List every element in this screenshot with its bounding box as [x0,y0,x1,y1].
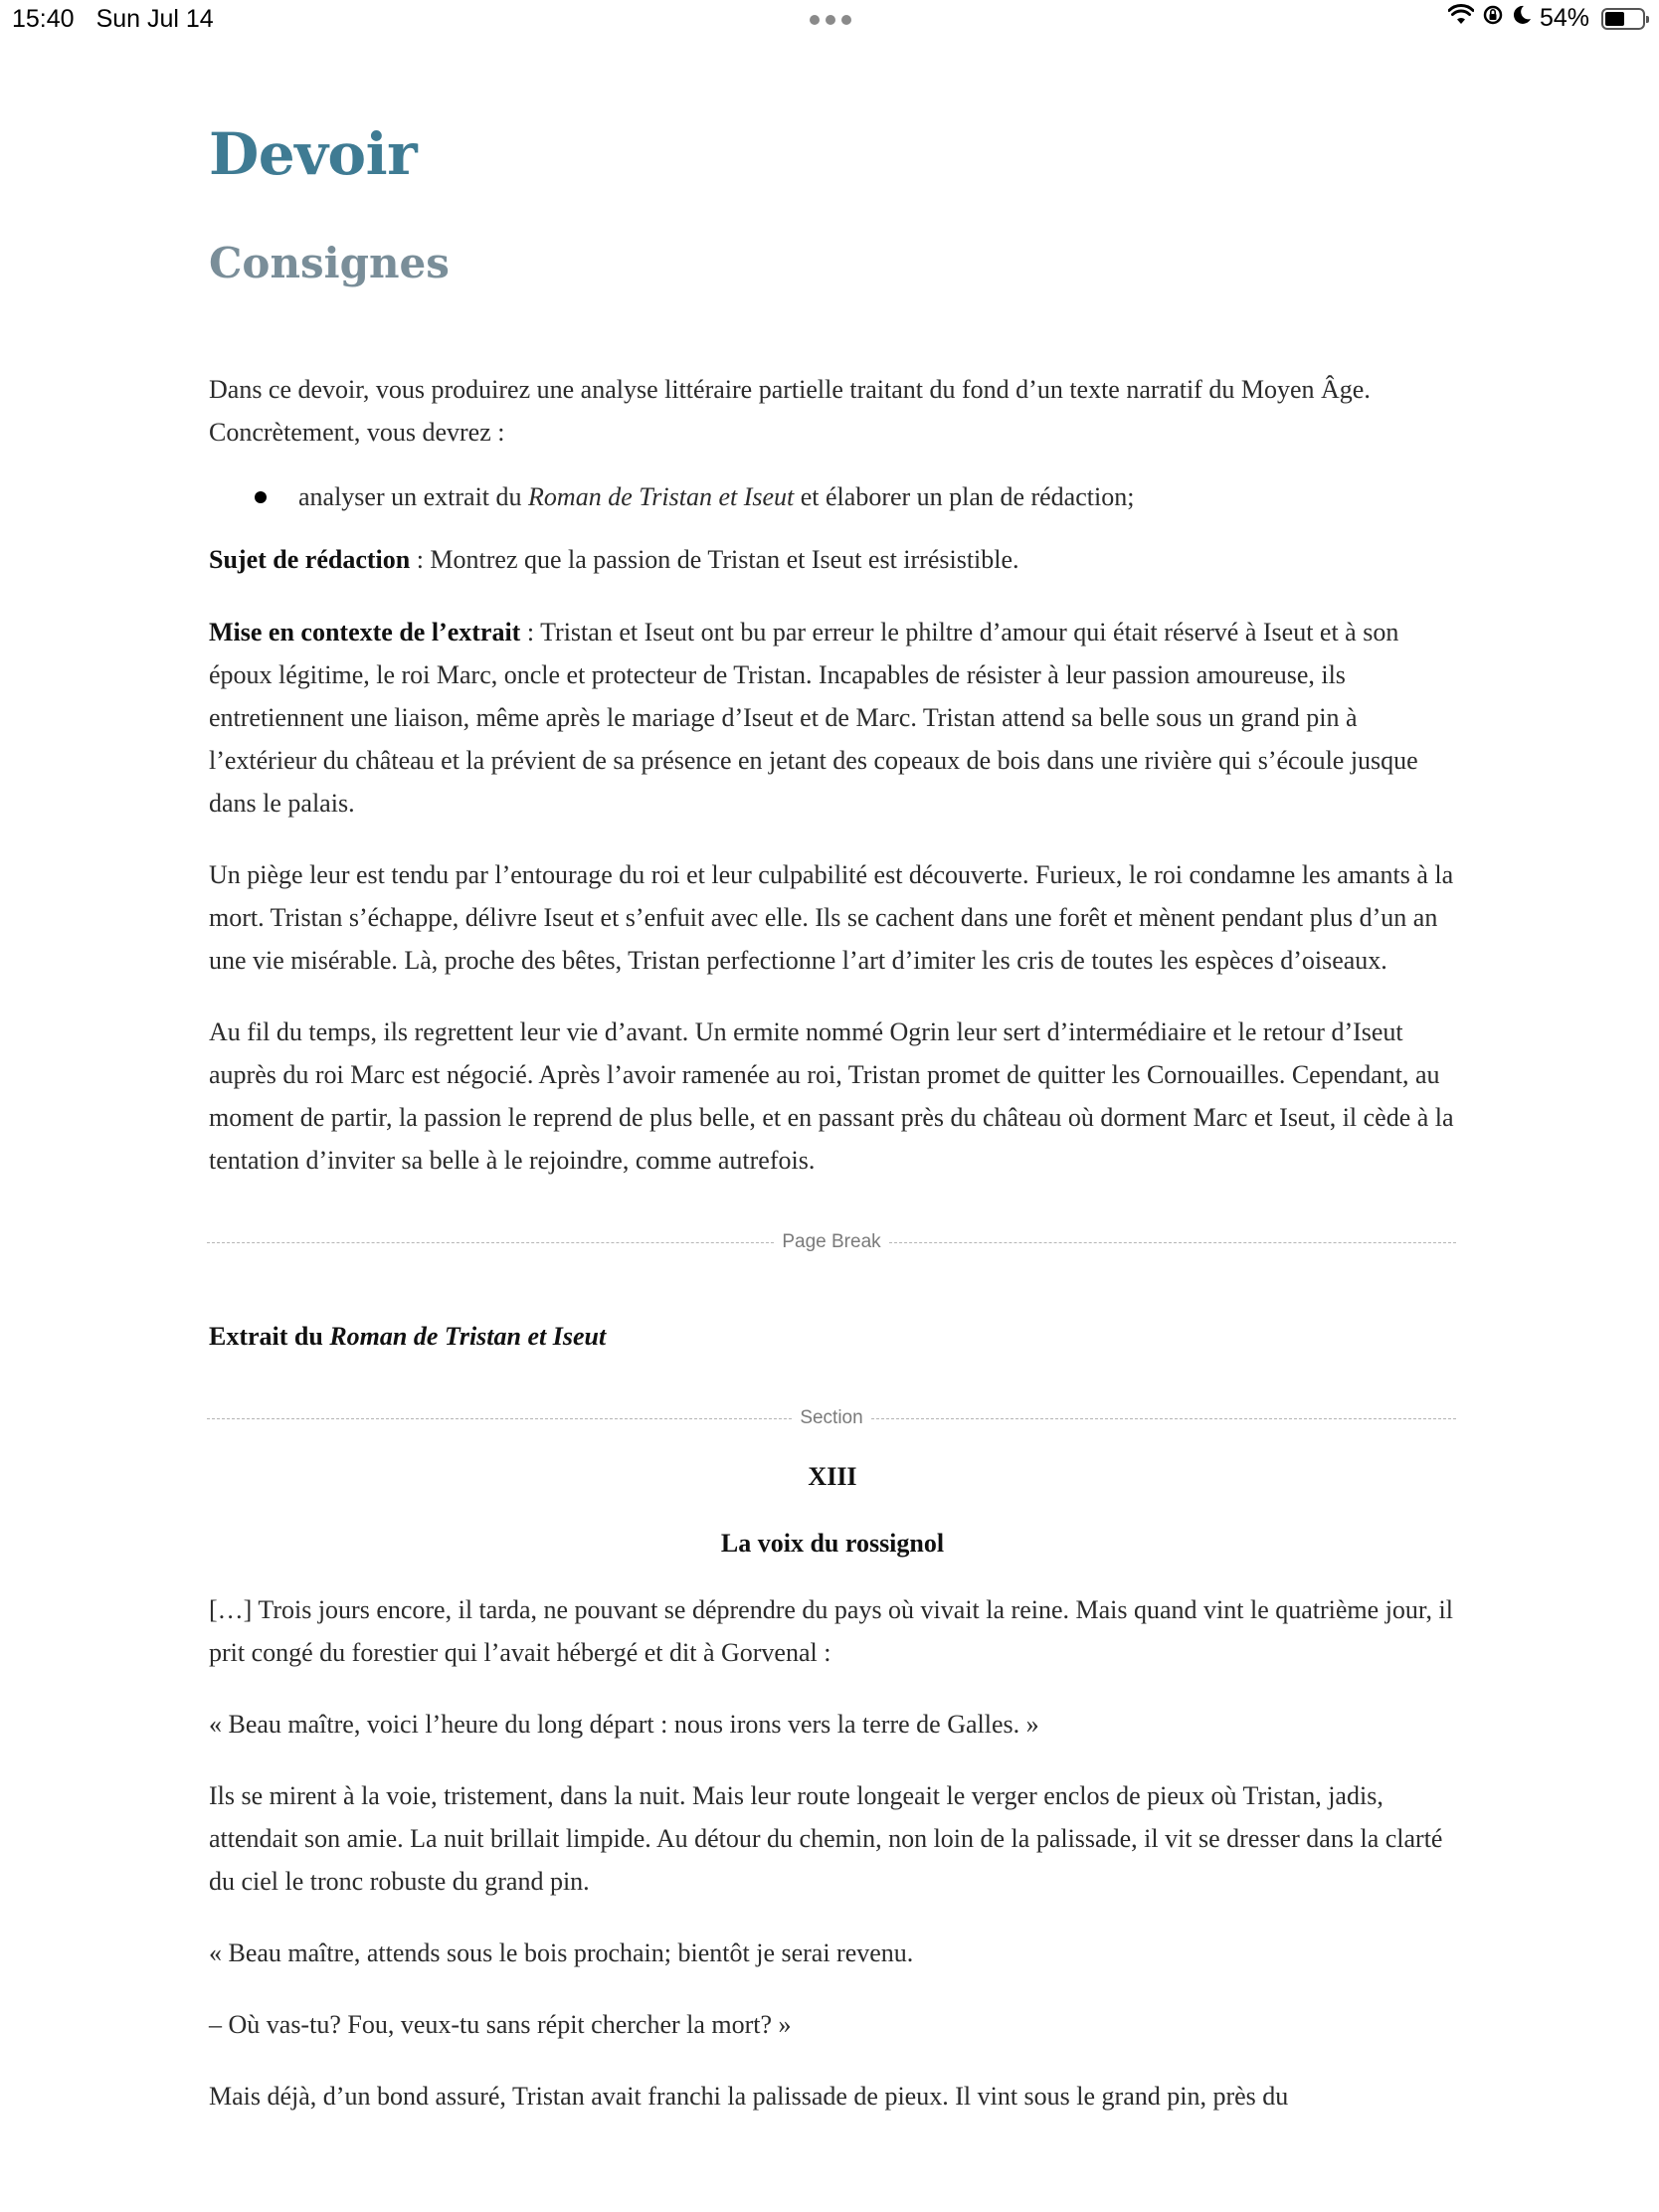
status-left [12,5,214,34]
context-label: Mise en contexte de l’extrait [209,618,521,646]
battery-fill [1605,12,1624,26]
orientation-lock-icon [1482,4,1504,33]
extract-paragraph: – Où vas-tu? Fou, veux-tu sans répit chercher la mort? » [209,2010,792,2039]
section-break-label: Section [800,1407,863,1428]
list-item [209,475,1456,518]
wifi-icon [1448,4,1474,33]
context-paragraph [209,611,1456,825]
section-break [207,1403,1456,1433]
extract-heading [209,1315,1456,1358]
status-date: Sun Jul 14 [95,5,214,33]
extract-paragraph: « Beau maître, voici l’heure du long départ : nous irons vers la terre de Galles. » [209,1710,1039,1739]
document-subtitle: Consignes [209,239,450,287]
multitasking-dots-icon[interactable] [810,15,851,25]
extract-paragraph: « Beau maître, attends sous le bois prochain; bientôt je serai revenu. [209,1938,914,1967]
instruction-list [209,475,1456,518]
status-time: 15:40 [12,5,75,33]
extract-paragraph: Mais déjà, d’un bond assuré, Tristan avait franchi la palissade de pieux. Il vint sous le grand pin, près du [209,2082,1289,2111]
moon-icon [1512,4,1532,33]
battery-percent: 54% [1539,4,1589,32]
status-right [1448,4,1645,33]
context-paragraph-3: Au fil du temps, ils regrettent leur vie d’avant. Un ermite nommé Ogrin leur sert d’intermédiaire et le retour d’Iseut auprès du roi Marc est négocié. Après l’avoir ramenée au roi, Tristan promet de quitter les Cornouailles. Cependant, au moment de partir, la passion le reprend de plus belle, et en passant près du château où dorment Marc et Iseut, il cède à la tentation d’inviter sa belle à le rejoindre, comme autrefois. [209,1017,1454,1175]
document-title: Devoir [209,120,418,188]
status-bar [0,0,1659,40]
extract-heading-prefix: Extrait du [209,1322,330,1351]
extract-heading-title: Roman de Tristan et Iseut [329,1322,607,1351]
context-text: : Tristan et Iseut ont bu par erreur le philtre d’amour qui était réservé à Iseut et à son époux légitime, le roi Marc, oncle et protecteur de Tristan. Incapables de résister à leur passion amoureuse, ils entretiennent une liaison, même après le mariage d’Iseut et de Marc. Tristan attend sa belle sous un grand pin à l’extérieur du château et la prévient de sa présence en jetant des copeaux de bois dans une rivière qui s’écoule jusque dans le palais. [209,618,1418,818]
bullet-text-before: analyser un extrait du [298,482,529,511]
bullet-book-title: Roman de Tristan et Iseut [528,482,795,511]
extract-paragraph: Ils se mirent à la voie, tristement, dans la nuit. Mais leur route longeait le verger enclos de pieux où Tristan, jadis, attendait son amie. La nuit brillait limpide. Au détour du chemin, non loin de la palissade, il vit se dresser dans la clarté du ciel le tronc robuste du grand pin. [209,1781,1443,1896]
bullet-icon [255,491,267,503]
bullet-text-after: et élaborer un plan de rédaction; [794,482,1135,511]
context-paragraph-2: Un piège leur est tendu par l’entourage du roi et leur culpabilité est découverte. Furieux, le roi condamne les amants à la mort. Tristan s’échappe, délivre Iseut et s’enfuit avec elle. Ils se cachent dans une forêt et mènent pendant plus d’un an une vie misérable. Là, proche des bêtes, Tristan perfectionne l’art d’imiter les cris de toutes les espèces d’oiseaux. [209,860,1454,975]
page-break-label: Page Break [782,1231,881,1252]
page-break [207,1227,1456,1257]
subject-label: Sujet de rédaction [209,545,411,574]
intro-paragraph: Dans ce devoir, vous produirez une analyse littéraire partielle traitant du fond d’un texte narratif du Moyen Âge. Concrètement, vous devrez : [209,375,1371,447]
battery-icon [1601,8,1645,30]
chapter-title: La voix du rossignol [720,1529,945,1558]
extract-paragraph: […] Trois jours encore, il tarda, ne pouvant se déprendre du pays où vivait la reine. Mais quand vint le quatrième jour, il prit congé du forestier qui l’avait hébergé et dit à Gorvenal : [209,1595,1453,1667]
subject-paragraph [209,538,1456,581]
document [209,109,1456,2118]
chapter-number: XIII [808,1462,857,1491]
subject-text: : Montrez que la passion de Tristan et Iseut est irrésistible. [410,545,1019,574]
